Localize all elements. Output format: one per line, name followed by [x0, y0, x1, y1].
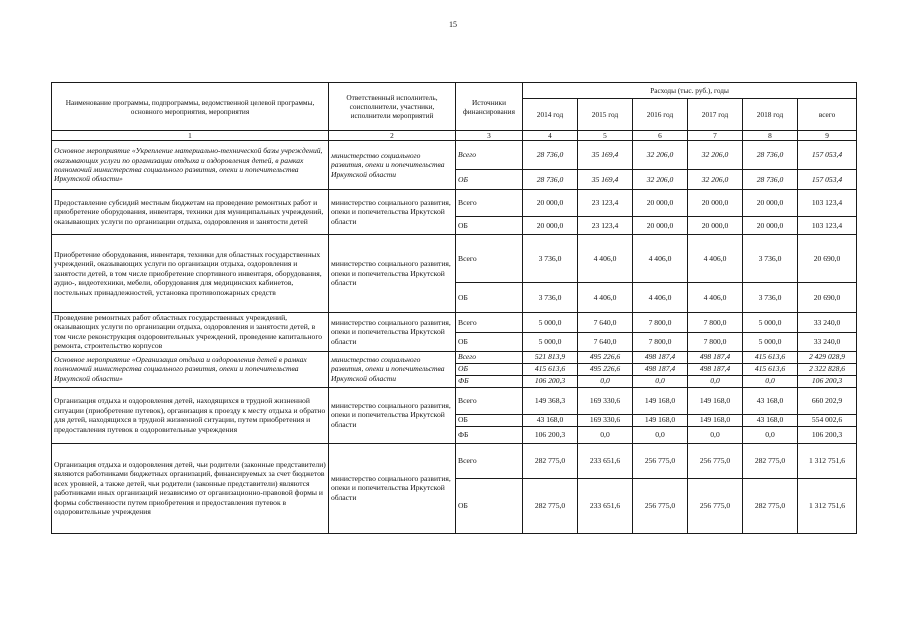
responsible-executor: министерство социального развития, опеки и попечительства Иркутской области [329, 141, 456, 190]
expense-value: 233 651,6 [578, 443, 633, 478]
responsible-executor: министерство социального развития, опеки и попечительства Иркутской области [329, 351, 456, 387]
activity-name: Организация отдыха и оздоровления детей, чьи родители (законные представители) являются работниками бюджетных организаций, финансируемых за счет бюджетов всех уровней, а также детей, чьи родители (законные представители) являются работниками иных организаций независимо от организационно-правовой формы и формы собственности путем приобретения и предоставления путевок в оздоровительные учреждения [52, 443, 329, 533]
expense-value: 20 000,0 [523, 217, 578, 235]
funding-source: Всего [456, 235, 523, 283]
expense-value: 149 168,0 [688, 387, 743, 414]
expense-value: 149 368,3 [523, 387, 578, 414]
expense-value: 7 640,0 [578, 313, 633, 333]
expense-value: 282 775,0 [523, 478, 578, 533]
expense-value: 282 775,0 [743, 478, 798, 533]
page-number: 15 [449, 20, 457, 29]
expense-value: 20 000,0 [523, 190, 578, 217]
expense-value: 498 187,4 [688, 363, 743, 375]
activity-name: Основное мероприятие «Укрепление материально-технической базы учреждений, оказывающих услуги по организации отдыха и оздоровления детей, в рамках полномочий министерства социального развития, опеки и попечительства Иркутской области» [52, 141, 329, 190]
expense-value: 28 736,0 [743, 141, 798, 170]
expense-total: 157 053,4 [798, 141, 857, 170]
index-cell: 3 [456, 131, 523, 141]
header-year: 2018 год [743, 99, 798, 131]
index-cell: 9 [798, 131, 857, 141]
expense-value: 7 800,0 [688, 313, 743, 333]
header-source: Источники финансирования [456, 83, 523, 131]
expense-value: 256 775,0 [633, 443, 688, 478]
expense-total: 33 240,0 [798, 333, 857, 351]
expense-value: 149 168,0 [633, 414, 688, 426]
expense-value: 0,0 [688, 426, 743, 443]
index-cell: 7 [688, 131, 743, 141]
expense-value: 149 168,0 [633, 387, 688, 414]
activity-name: Проведение ремонтных работ областных государственных учреждений, оказывающих услуги по организации отдыха, оздоровления и занятости детей, в том числе реконструкция оздоровительных учреждений, проведение капитального ремонта, строительство корпусов [52, 313, 329, 352]
budget-table [51, 82, 857, 534]
expense-value: 282 775,0 [523, 443, 578, 478]
funding-source: Всего [456, 443, 523, 478]
expense-total: 1 312 751,6 [798, 443, 857, 478]
header-year: 2016 год [633, 99, 688, 131]
expense-total: 20 690,0 [798, 283, 857, 313]
funding-source: Всего [456, 351, 523, 363]
funding-source: Всего [456, 387, 523, 414]
expense-total: 103 123,4 [798, 190, 857, 217]
expense-value: 0,0 [633, 375, 688, 387]
activity-row [52, 313, 857, 333]
expense-value: 495 226,6 [578, 351, 633, 363]
expense-value: 415 613,6 [743, 351, 798, 363]
expense-value: 4 406,0 [633, 283, 688, 313]
expense-value: 5 000,0 [743, 313, 798, 333]
expense-value: 256 775,0 [633, 478, 688, 533]
expense-value: 4 406,0 [578, 235, 633, 283]
header-responsible: Ответственный исполнитель, соисполнители, участники, исполнители мероприятий [329, 83, 456, 131]
activity-row [52, 387, 857, 414]
expense-value: 4 406,0 [688, 283, 743, 313]
expense-value: 282 775,0 [743, 443, 798, 478]
expense-total: 660 202,9 [798, 387, 857, 414]
funding-source: ОБ [456, 283, 523, 313]
funding-source: ФБ [456, 426, 523, 443]
activity-name: Основное мероприятие «Организация отдыха и оздоровления детей в рамках полномочий министерства социального развития, опеки и попечительства Иркутской области» [52, 351, 329, 387]
expense-total: 106 200,3 [798, 426, 857, 443]
expense-value: 256 775,0 [688, 443, 743, 478]
expense-value: 23 123,4 [578, 190, 633, 217]
index-cell: 6 [633, 131, 688, 141]
expense-value: 521 813,9 [523, 351, 578, 363]
expense-value: 0,0 [743, 426, 798, 443]
funding-source: ФБ [456, 375, 523, 387]
expense-value: 498 187,4 [633, 351, 688, 363]
expense-total: 2 429 028,9 [798, 351, 857, 363]
expense-value: 20 000,0 [633, 217, 688, 235]
expense-value: 32 206,0 [688, 170, 743, 190]
funding-source: ОБ [456, 217, 523, 235]
expense-value: 0,0 [578, 375, 633, 387]
activity-row [52, 235, 857, 283]
header-year: 2014 год [523, 99, 578, 131]
index-row [52, 131, 857, 141]
expense-value: 20 000,0 [688, 217, 743, 235]
expense-value: 20 000,0 [743, 190, 798, 217]
expense-value: 23 123,4 [578, 217, 633, 235]
expense-value: 3 736,0 [743, 283, 798, 313]
expense-value: 43 168,0 [743, 414, 798, 426]
table-header [52, 83, 857, 141]
expense-value: 7 800,0 [688, 333, 743, 351]
expense-value: 20 000,0 [688, 190, 743, 217]
expense-value: 233 651,6 [578, 478, 633, 533]
responsible-executor: министерство социального развития, опеки и попечительства Иркутской области [329, 313, 456, 352]
expense-value: 32 206,0 [633, 141, 688, 170]
expense-value: 4 406,0 [688, 235, 743, 283]
expense-value: 4 406,0 [578, 283, 633, 313]
expense-value: 0,0 [688, 375, 743, 387]
index-cell: 8 [743, 131, 798, 141]
expense-value: 35 169,4 [578, 170, 633, 190]
header-year: 2017 год [688, 99, 743, 131]
table-body [52, 141, 857, 534]
expense-value: 498 187,4 [688, 351, 743, 363]
activity-name: Предоставление субсидий местным бюджетам на проведение ремонтных работ и приобретение оборудования, инвентаря, техники для муниципальных учреждений, оказывающих услуги по организации отдыха, оздоровления и занятости детей [52, 190, 329, 235]
activity-row [52, 443, 857, 478]
funding-source: Всего [456, 141, 523, 170]
expense-total: 554 002,6 [798, 414, 857, 426]
expense-value: 0,0 [633, 426, 688, 443]
expense-value: 7 800,0 [633, 313, 688, 333]
funding-source: ОБ [456, 414, 523, 426]
expense-value: 28 736,0 [743, 170, 798, 190]
funding-source: Всего [456, 313, 523, 333]
index-cell: 5 [578, 131, 633, 141]
expense-value: 498 187,4 [633, 363, 688, 375]
expense-value: 20 000,0 [633, 190, 688, 217]
expense-total: 20 690,0 [798, 235, 857, 283]
expense-value: 106 200,3 [523, 426, 578, 443]
expense-total: 157 053,4 [798, 170, 857, 190]
expense-value: 5 000,0 [523, 313, 578, 333]
expense-value: 4 406,0 [633, 235, 688, 283]
expense-value: 32 206,0 [633, 170, 688, 190]
expense-value: 7 800,0 [633, 333, 688, 351]
funding-source: ОБ [456, 478, 523, 533]
expense-value: 495 226,6 [578, 363, 633, 375]
header-year: 2015 год [578, 99, 633, 131]
expense-value: 7 640,0 [578, 333, 633, 351]
expense-total: 33 240,0 [798, 313, 857, 333]
expense-total: 2 322 828,6 [798, 363, 857, 375]
expense-value: 0,0 [578, 426, 633, 443]
index-cell: 4 [523, 131, 578, 141]
funding-source: ОБ [456, 170, 523, 190]
expense-value: 3 736,0 [523, 235, 578, 283]
expense-value: 415 613,6 [743, 363, 798, 375]
expense-value: 35 169,4 [578, 141, 633, 170]
header-expenses: Расходы (тыс. руб.), годы [523, 83, 857, 99]
expense-total: 103 123,4 [798, 217, 857, 235]
expense-value: 169 330,6 [578, 414, 633, 426]
expense-value: 0,0 [743, 375, 798, 387]
expense-value: 256 775,0 [688, 478, 743, 533]
expense-value: 43 168,0 [523, 414, 578, 426]
funding-source: ОБ [456, 363, 523, 375]
funding-source: ОБ [456, 333, 523, 351]
expense-value: 43 168,0 [743, 387, 798, 414]
expense-value: 106 200,3 [523, 375, 578, 387]
expense-value: 169 330,6 [578, 387, 633, 414]
header-total: всего [798, 99, 857, 131]
responsible-executor: министерство социального развития, опеки и попечительства Иркутской области [329, 387, 456, 443]
expense-value: 20 000,0 [743, 217, 798, 235]
expense-value: 149 168,0 [688, 414, 743, 426]
expense-value: 415 613,6 [523, 363, 578, 375]
main-activity-row [52, 141, 857, 170]
responsible-executor: министерство социального развития, опеки и попечительства Иркутской области [329, 235, 456, 313]
expense-value: 3 736,0 [523, 283, 578, 313]
expense-value: 28 736,0 [523, 170, 578, 190]
expense-value: 3 736,0 [743, 235, 798, 283]
funding-source: Всего [456, 190, 523, 217]
responsible-executor: министерство социального развития, опеки и попечительства Иркутской области [329, 443, 456, 533]
index-cell: 2 [329, 131, 456, 141]
main-activity-row [52, 351, 857, 363]
expense-total: 106 200,3 [798, 375, 857, 387]
activity-name: Организация отдыха и оздоровления детей, находящихся в трудной жизненной ситуации (приобретение путевок), организация к проезду к месту отдыха и обратно для детей, находящихся в трудной жизненной ситуации, путем приобретения и предоставления путевок в оздоровительные учреждения [52, 387, 329, 443]
expense-value: 32 206,0 [688, 141, 743, 170]
header-name: Наименование программы, подпрограммы, ведомственной целевой программы, основного мероприятия, мероприятия [52, 83, 329, 131]
expense-total: 1 312 751,6 [798, 478, 857, 533]
expense-value: 5 000,0 [743, 333, 798, 351]
activity-name: Приобретение оборудования, инвентаря, техники для областных государственных учреждений, оказывающих услуги по организации отдыха, оздоровления и занятости детей, в том числе приобретение спортивного инвентаря, оборудования, аудио-, видеотехники, мебели, оборудования для медицинских кабинетов, постельных принадлежностей, установка противопожарных средств [52, 235, 329, 313]
index-cell: 1 [52, 131, 329, 141]
expense-value: 5 000,0 [523, 333, 578, 351]
expense-value: 28 736,0 [523, 141, 578, 170]
activity-row [52, 190, 857, 217]
responsible-executor: министерство социального развития, опеки и попечительства Иркутской области [329, 190, 456, 235]
